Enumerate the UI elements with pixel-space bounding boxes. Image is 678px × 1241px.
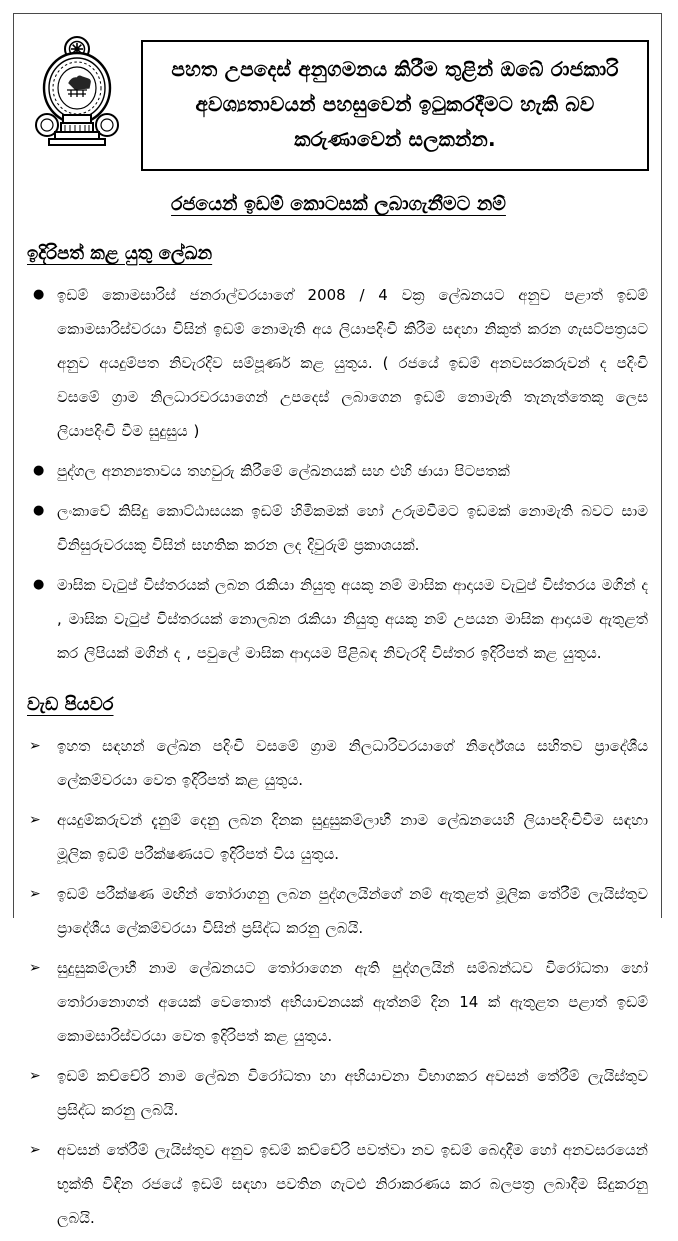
arrow-bullet-icon: ➢ [29, 886, 41, 902]
list-item-text: ඉඩම් කොමසාරිස් ජනරාල්වරයාගේ 2008 / 4 වක්‍ර ලේඛනයට අනුව පළාත් ඉඩම් කොමසාරිස්වරයා විසින් ඉඩම් නොමැති අය ලියාපදිංචි කිරීම සඳහා නිකුත් කරන ගැසට්පත්‍රයට අනුව අයදුම්පත නිවැරදිව සම්පූර්ණ කළ යුතුය. ( රජයේ ඉඩම් අනවසරකරුවන් ද පදිංචි වසමේ ග්‍රාම නිලධාරවරයාගෙන් උපදෙස් ලබාගෙන ඉඩම් නොමැති තැනැත්තෙකු ලෙස ලියාපදිංචි වීම සුදුසුය ) [57, 286, 648, 440]
arrow-bullet-icon: ➢ [29, 960, 41, 976]
list-item [27, 568, 650, 670]
list-item-text: අවසන් තේරීම් ලැයිස්තුව අනුව ඉඩම් කච්චේරි පවත්වා නව ඉඩම් බෙදාදීම හෝ අනවසරයෙන් භුක්ති විඳින රජයේ ඉඩම් සඳහා පවතින ගැටළු නිරාකරණය කර බලපත්‍ර ලබාදීම සිදුකරනු ලබයි. [57, 1141, 648, 1227]
list-item [27, 1133, 650, 1235]
list-item-text: ලංකාවේ කිසිදු කොට්ඨාසයක ඉඩම් හිමිකමක් හෝ උරුමවීමට ඉඩමක් නොමැති බවට සාම විනිසුරුවරයකු විසින් සහතික කරන ලද දිවුරුම් ප්‍රකාශයක්. [57, 502, 648, 554]
bullet-icon: ● [33, 463, 45, 478]
list-item [27, 494, 650, 562]
list-item-text: ඉඩම් කච්චේරි නාම ලේඛන විරෝධතා හා අභියාචනා විභාගකර අවසන් තේරීම් ලැයිස්තුව ප්‍රසිද්ධ කරනු ලබයි. [57, 1067, 648, 1119]
documents-list [27, 278, 650, 670]
bullet-icon: ● [33, 287, 45, 302]
list-item-text: පුද්ගල අනන්‍යතාවය තහවුරු කිරීමේ ලේඛනයක් සහ එහි ඡායා පිටපතක් [57, 462, 510, 480]
sri-lanka-emblem-icon [27, 33, 127, 147]
list-item [27, 729, 650, 797]
notice-box [141, 40, 649, 171]
bullet-icon: ● [33, 503, 45, 518]
page-title: රජයෙන් ඉඩම් කොටසක් ලබාගැනීමට නම් [171, 193, 506, 215]
bullet-icon: ● [33, 577, 45, 592]
list-item [27, 454, 650, 488]
list-item [27, 877, 650, 945]
list-item-text: අයදුම්කරුවන් දැනුම් දෙනු ලබන දිනක සුදුසුකම්ලාභී නාම ලේඛනයෙහි ලියාපදිංචිවීම සඳහා මූලික ඉඩම් පරීක්ෂණයට ඉදිරිපත් විය යුතුය. [57, 811, 648, 863]
section-heading-steps: වැඩ පියවර [27, 694, 114, 715]
section-heading-documents: ඉදිරිපත් කළ යුතු ලේඛන [27, 243, 213, 264]
list-item-text: සුදුසුකම්ලාභී නාම ලේඛනයට තෝරාගෙන ඇති පුද්ගලයින් සම්බන්ධව විරෝධතා හෝ තෝරානොගත් අයෙක් වෙතොත් අභියාචනයක් ඇත්නම් දින 14 ක් ඇතුළත පළාත් ඉඩම් කොමසාරිස්වරයා වෙත ඉදිරිපත් කළ යුතුය. [57, 959, 648, 1045]
list-item [27, 1059, 650, 1127]
list-item [27, 278, 650, 448]
arrow-bullet-icon: ➢ [29, 812, 41, 828]
list-item-text: ඉඩම් පරීක්ෂණ මඟින් තෝරාගනු ලබන පුද්ගලයින්ගේ නම් ඇතුළත් මූලික තේරීම් ලැයිස්තුව ප්‍රාදේශීය ලේකම්වරයා විසින් ප්‍රසිද්ධ කරනු ලබයි. [57, 885, 648, 937]
list-item-text: මාසික වැටුප් විස්තරයක් ලබන රැකියා නියුතු අයකු නම් මාසික ආදායම වැටුප් විස්තරය මගින් ද , මාසික වැටුප් විස්තරයක් නොලබන රැකියා නියුතු අයකු නම් උපයන මාසික ආදායම ඇතුළත් කර ලිපියක් මගින් ද , පවුලේ මාසික ආදායම පිළිබඳ නිවැරදි විස්තර ඉදිරිපත් කළ යුතුය. [57, 576, 648, 662]
steps-list [27, 729, 650, 1235]
document-header [27, 33, 650, 171]
arrow-bullet-icon: ➢ [29, 738, 41, 754]
arrow-bullet-icon: ➢ [29, 1142, 41, 1158]
list-item-text: ඉහත සඳහන් ලේඛන පදිංචි වසමේ ග්‍රාම නිලධාරිවරයාගේ නිර්දේශය සහිතව ප්‍රාදේශීය ලේකම්වරයා වෙත ඉදිරිපත් කළ යුතුය. [57, 737, 648, 789]
document-page [13, 13, 662, 1241]
arrow-bullet-icon: ➢ [29, 1068, 41, 1084]
notice-text: පහත උපදෙස් අනුගමනය කිරීම තුළින් ඔබේ රාජකාරි අවශ්‍යතාවයන් පහසුවෙන් ඉටුකරදීමට හැකි බව කරුණාවෙන් සලකන්න. [171, 57, 619, 151]
list-item [27, 951, 650, 1053]
list-item [27, 803, 650, 871]
